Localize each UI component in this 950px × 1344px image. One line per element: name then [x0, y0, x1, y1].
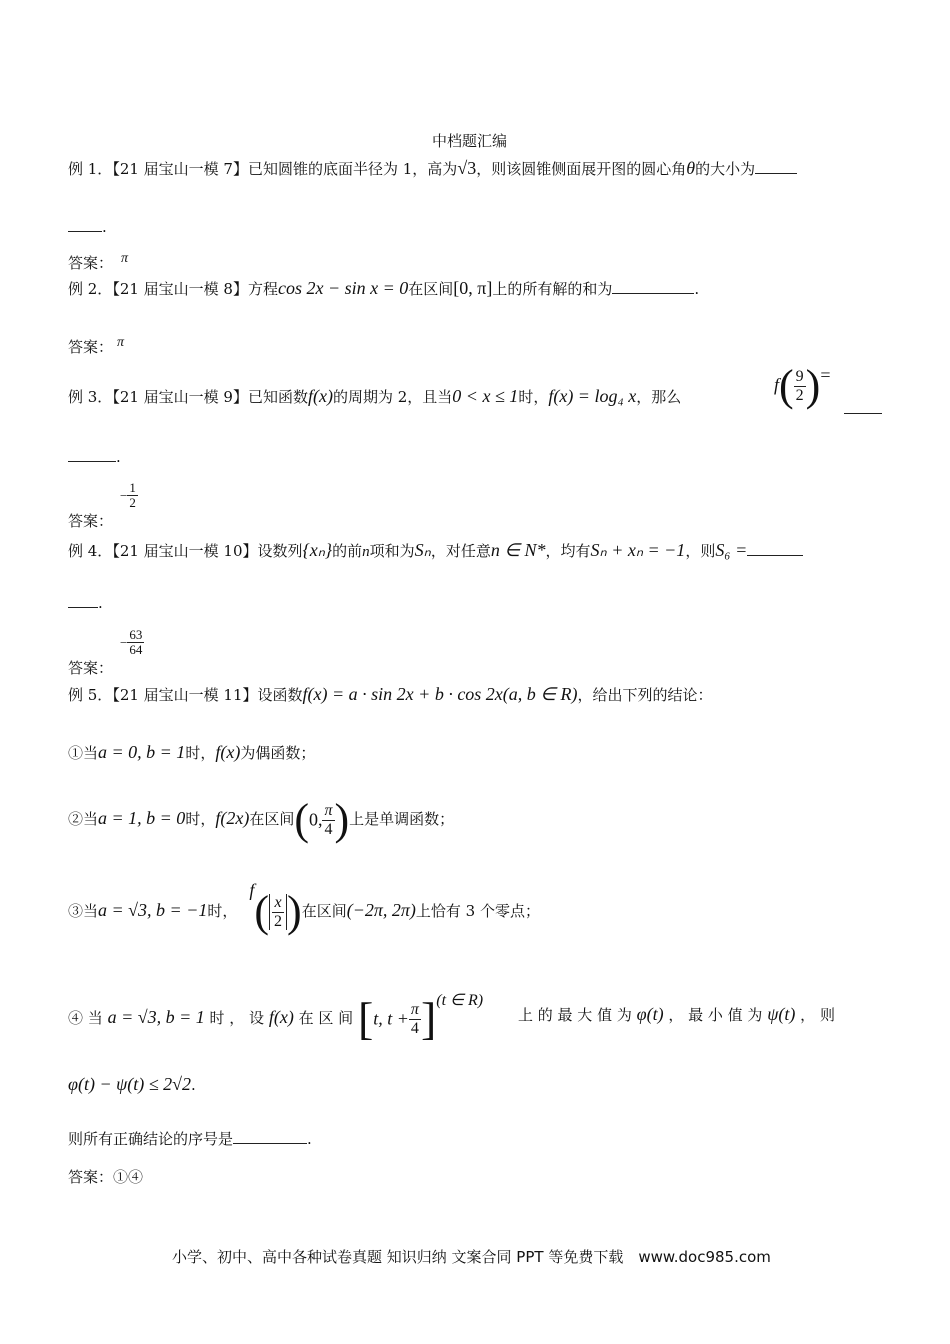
c4-pre: ④ 当	[68, 1009, 103, 1027]
q4-blank-continued[interactable]: .	[68, 594, 103, 612]
c3-two: 2	[274, 912, 283, 930]
q4-answer-num: 63	[129, 627, 143, 642]
q4-label: 例 4．	[68, 542, 113, 560]
footer-banner[interactable]: 小学、初中、高中各种试卷真题 知识归纳 文案合同 PPT 等免费下载 www.doc985.com	[172, 1248, 771, 1266]
c2-four: 4	[324, 820, 333, 838]
q1-source: 【21 届宝山一模 7】	[112, 160, 248, 178]
c3-post: 上恰有 3 个零点；	[415, 902, 540, 920]
q4-n: n	[362, 544, 370, 560]
conclusion-4-tail	[518, 1004, 835, 1025]
c4-mid2: 在 区 间	[298, 1009, 354, 1027]
q4-text-d: ，对任意	[430, 542, 491, 560]
q3-frac-num: 9	[795, 367, 804, 385]
q3-text-a: 已知函数	[247, 388, 308, 406]
q3-frac-den: 2	[795, 386, 804, 404]
question-5	[68, 684, 712, 705]
q3-text-b: 的周期为 2，且当	[332, 388, 453, 406]
question-3	[68, 386, 681, 407]
q4-answer-value	[120, 628, 144, 658]
q5-answer	[68, 1166, 143, 1187]
q5-math-a: f(x) = a · sin 2x + b · cos 2x(a, b ∈ R)	[302, 684, 578, 704]
c1-mid: 时，	[185, 744, 216, 762]
q4-blank[interactable]	[747, 554, 803, 556]
q4-text-a: 设数列	[257, 542, 303, 560]
c2-pre: ②当	[68, 810, 99, 828]
q4-math-c: Sₙ	[414, 540, 431, 560]
c4-mid: 时 ， 设	[209, 1009, 265, 1027]
q5-blank[interactable]	[233, 1142, 307, 1144]
q2-blank[interactable]	[612, 292, 694, 294]
q5-source: 【21 届宝山一模 11】	[112, 686, 258, 704]
q1-blank[interactable]	[755, 172, 797, 174]
q5-text-a: 设函数	[257, 686, 303, 704]
c2-post: 上是单调函数；	[349, 810, 455, 828]
q1-text-b: ，则该圆锥侧面展开图的圆心角	[476, 160, 687, 178]
c4-post: ， 则	[800, 1006, 835, 1024]
c3-mid: 时，	[207, 902, 238, 920]
c4-pi: π	[410, 1000, 419, 1018]
c3-math: a = √3, b = −1	[98, 900, 208, 920]
page-title: 中档题汇编	[432, 132, 508, 150]
q3-blank-continued[interactable]: .	[68, 448, 121, 466]
q3-fraction	[794, 368, 806, 404]
q2-answer-value: π	[117, 335, 125, 350]
q5-label: 例 5．	[68, 686, 113, 704]
c2-mid: 时，	[185, 810, 216, 828]
question-4	[68, 540, 803, 561]
q4-text-c: 项和为	[369, 542, 415, 560]
q1-answer-label: 答案：	[68, 254, 114, 272]
q1-blank-continued[interactable]: .	[68, 218, 107, 236]
q3-f-nine-halves	[774, 361, 831, 410]
q5-final-question	[68, 1128, 312, 1149]
q2-source: 【21 届宝山一模 8】	[112, 280, 248, 298]
q1-label: 例 1．	[68, 160, 113, 178]
c3-x: x	[274, 893, 282, 911]
q5-final-text: 则所有正确结论的序号是	[68, 1130, 234, 1148]
q1-math-b: θ	[686, 158, 696, 178]
q2-text-a: 方程	[247, 280, 278, 298]
q1-answer-value: π	[121, 251, 129, 266]
c1-math: a = 0, b = 1	[98, 742, 186, 762]
q3-math-a: f(x)	[308, 386, 333, 406]
conclusion-3	[68, 880, 540, 934]
q3-math-b: 0 < x ≤ 1	[452, 386, 519, 406]
q2-answer-label: 答案：	[68, 338, 114, 356]
q4-source: 【21 届宝山一模 10】	[112, 542, 258, 560]
c2-pi: π	[324, 801, 333, 819]
q4-math-d: n ∈ N*	[490, 540, 546, 560]
c4-cond: (t ∈ R)	[436, 992, 484, 1009]
c2-zero: 0,	[308, 809, 323, 830]
c4-mid3: 上 的 最 大 值 为	[518, 1006, 632, 1024]
c4-right-bracket: ]	[420, 993, 437, 1044]
q1-text-a: 已知圆锥的底面半径为 1，高为	[247, 160, 458, 178]
q3-source: 【21 届宝山一模 9】	[112, 388, 248, 406]
c3-right-paren: )	[287, 887, 302, 936]
c4-four: 4	[410, 1019, 419, 1037]
c4-psi: ψ(t)	[767, 1004, 796, 1024]
c2-right-paren: )	[334, 795, 350, 844]
c3-left-paren: (	[254, 887, 270, 936]
c2-math: a = 1, b = 0	[98, 808, 186, 828]
q2-answer	[68, 335, 125, 357]
c3-mid2: 在区间	[301, 902, 347, 920]
conclusion-1	[68, 742, 315, 763]
q4-text-b: 的前	[332, 542, 363, 560]
q3-answer-fraction	[127, 481, 138, 511]
q4-answer-label: 答案：	[68, 659, 114, 677]
q4-text-f: ，则	[685, 542, 716, 560]
q1-answer	[68, 251, 129, 273]
c3-f: f	[249, 880, 255, 900]
q2-math-a: cos 2x − sin x = 0	[278, 278, 409, 298]
c4-end: .	[191, 1076, 196, 1094]
q1-text-c: 的大小为	[695, 160, 756, 178]
q3-math-c: f(x) = log₄ x	[548, 386, 637, 406]
c4-mid4: ， 最 小 值 为	[668, 1006, 763, 1024]
q3-right-paren: )	[805, 361, 821, 410]
c2-fraction	[322, 802, 334, 838]
c3-pre: ③当	[68, 902, 99, 920]
question-2: 例 2．【21 届宝山一模 8】方程cos 2x − sin x = 0在区间[0, π]上的所有解的和为 .	[68, 278, 700, 298]
conclusion-4-inequality	[68, 1074, 196, 1095]
q3-text-d: ，那么	[636, 388, 682, 406]
c4-t: t, t +	[373, 1008, 409, 1029]
q5-answer-label: 答案：	[68, 1168, 114, 1186]
c4-fraction	[409, 1001, 421, 1037]
q3-answer-value	[120, 481, 138, 511]
q3-blank[interactable]	[844, 400, 882, 418]
c4-math: a = √3, b = 1	[107, 1007, 205, 1027]
c3-abs	[269, 894, 287, 930]
q3-answer-den: 2	[129, 495, 136, 511]
c4-phi: φ(t)	[636, 1004, 664, 1024]
q5-text-b: ，给出下列的结论：	[577, 686, 713, 704]
c4-ineq: φ(t) − ψ(t) ≤ 2√2	[68, 1074, 192, 1094]
q3-label: 例 3．	[68, 388, 113, 406]
q3-text-c: 时，	[518, 388, 549, 406]
c2-math2: f(2x)	[215, 808, 250, 828]
q4-answer-fraction	[127, 628, 144, 658]
q2-math-b: [0, π]	[453, 278, 493, 298]
conclusion-2	[68, 795, 455, 844]
q4-math-e: Sₙ + xₙ = −1	[590, 540, 686, 560]
q3-answer-num: 1	[129, 480, 136, 495]
q3-answer-sign: −	[120, 487, 128, 503]
c1-math2: f(x)	[215, 742, 241, 762]
q4-text-e: ，均有	[545, 542, 591, 560]
c3-int: (−2π, 2π)	[346, 900, 416, 920]
q2-label: 例 2．	[68, 280, 113, 298]
q2-text-c: 上的所有解的和为	[492, 280, 613, 298]
q3-answer-label: 答案：	[68, 512, 114, 530]
q3-left-paren: (	[779, 361, 794, 410]
c2-left-paren: (	[294, 795, 309, 844]
q4-answer-sign: −	[120, 634, 128, 650]
q5-final-end: .	[307, 1130, 312, 1148]
q4-math-f: S₆ =	[715, 540, 748, 560]
question-1	[68, 158, 797, 179]
c3-fraction	[272, 894, 284, 930]
c1-pre: ①当	[68, 744, 99, 762]
q1-math-a: √3	[457, 158, 477, 178]
q3-math-f: f	[774, 374, 780, 395]
q2-text-b: 在区间	[408, 280, 454, 298]
q4-answer-den: 64	[129, 642, 143, 658]
q4-math-a: {xₙ}	[302, 540, 333, 560]
q3-eq: =	[820, 364, 831, 385]
c2-mid2: 在区间	[249, 810, 295, 828]
c1-post: 为偶函数；	[240, 744, 316, 762]
c4-math2: f(x)	[268, 1007, 294, 1027]
c4-left-bracket: [	[357, 993, 374, 1044]
q5-answer-value: ①④	[113, 1168, 144, 1186]
